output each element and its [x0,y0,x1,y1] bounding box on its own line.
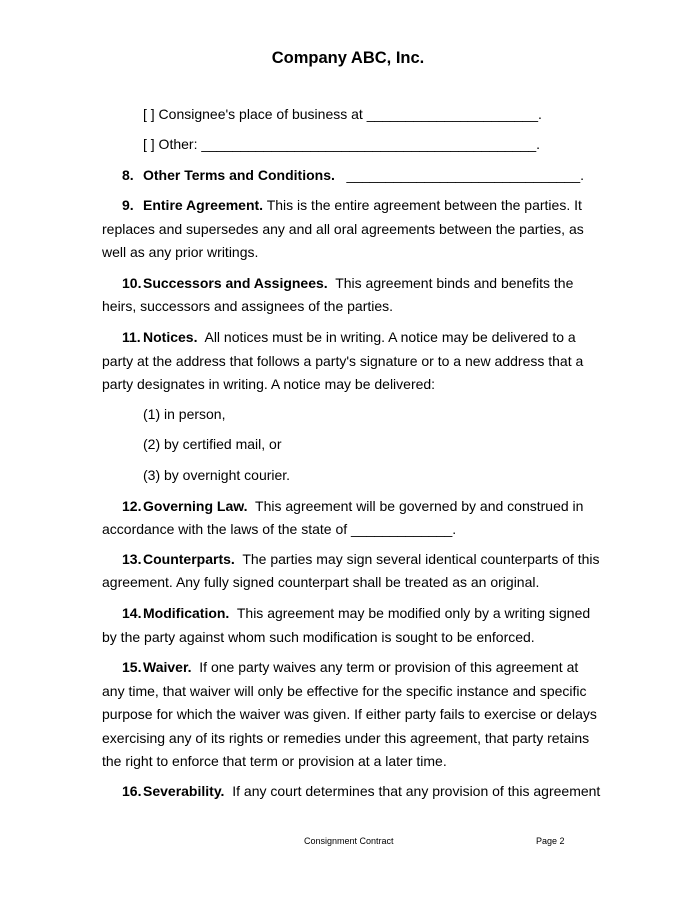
paragraph-line: All notices must be in writing. A notice may be delivered to a [204,329,576,345]
paragraph-line: This agreement binds and benefits the [335,275,574,291]
paragraph-line: the right to enforce that term or provision at a later time. [102,753,447,769]
paragraph-line: party at the address that follows a party's signature or to a new address that a [102,353,584,369]
paragraph-line: by the party against whom such modification is sought to be enforced. [102,629,535,645]
section-heading: Counterparts. [143,551,235,567]
paragraph-line: If one party waives any term or provision of this agreement at [199,659,579,675]
section-number: 13. [122,551,142,567]
section-11 [122,328,576,346]
section-9 [122,196,582,214]
option-consignee: [ ] Consignee's place of business at ______________________. [143,106,542,122]
section-heading: Other Terms and Conditions. [143,167,335,183]
section-number: 8. [122,167,134,183]
section-heading: Entire Agreement. [143,197,264,213]
section-heading: Notices. [143,329,198,345]
section-13 [122,550,600,568]
paragraph-line: party designates in writing. A notice may be delivered: [102,376,436,392]
option-other: [ ] Other: ___________________________________________. [143,136,541,152]
section-number: 14. [122,605,142,621]
paragraph-line: The parties may sign several identical counterparts of this [242,551,600,567]
section-number: 16. [122,783,142,799]
paragraph-line: purpose for which the waiver was given. If either party fails to exercise or delays [102,706,597,722]
delivery-option: (3) by overnight courier. [143,467,291,483]
section-heading: Governing Law. [143,498,248,514]
section-15 [122,658,578,676]
footer-doc-name: Consignment Contract [304,836,394,846]
paragraph-line: If any court determines that any provision of this agreement [232,783,601,799]
paragraph-line: well as any prior writings. [102,244,259,260]
paragraph-line: agreement. Any fully signed counterpart shall be treated as an original. [102,574,540,590]
paragraph-line: heirs, successors and assignees of the parties. [102,298,394,314]
paragraph-line: This agreement may be modified only by a writing signed [236,605,591,621]
paragraph-line: replaces and supersedes any and all oral agreements between the parties, as [102,221,584,237]
section-10 [122,274,573,292]
page-title: Company ABC, Inc. [271,49,425,67]
delivery-option: (2) by certified mail, or [143,436,282,452]
section-heading: Severability. [143,783,225,799]
section-16 [122,782,600,800]
section-number: 12. [122,498,142,514]
section-12 [122,497,583,515]
paragraph-line: accordance with the laws of the state of _____________. [102,521,457,537]
paragraph-line: exercising any of its rights or remedies under this agreement, that party retains [102,730,590,746]
paragraph-line: This agreement will be governed by and construed in [255,498,584,514]
section-number: 9. [122,197,134,213]
section-blank: ______________________________. [346,167,585,183]
delivery-option: (1) in person, [143,406,226,422]
section-number: 15. [122,659,142,675]
section-8 [122,166,584,184]
section-14 [122,604,590,622]
section-number: 10. [122,275,142,291]
section-heading: Waiver. [143,659,192,675]
section-heading: Successors and Assignees. [143,275,328,291]
footer-page-number: Page 2 [536,836,565,846]
paragraph-line: any time, that waiver will only be effective for the specific instance and specific [102,683,587,699]
paragraph-line: This is the entire agreement between the parties. It [266,197,582,213]
section-number: 11. [122,329,141,345]
section-heading: Modification. [143,605,230,621]
